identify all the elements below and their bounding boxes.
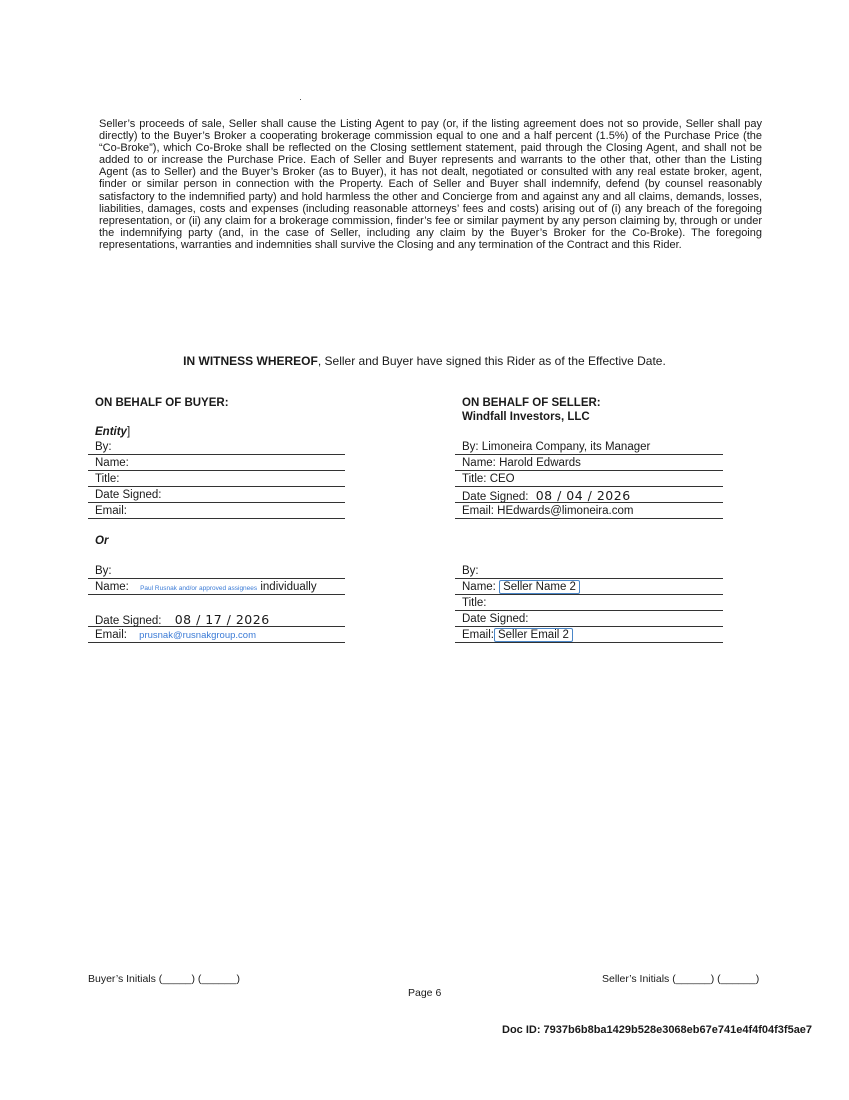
entity-label: Entity bbox=[95, 426, 127, 438]
buyer-email-line[interactable]: Email: bbox=[88, 504, 345, 519]
seller-name2-field[interactable]: Seller Name 2 bbox=[499, 580, 580, 594]
buyer-by-line[interactable]: By: bbox=[88, 440, 345, 455]
seller-title2-line[interactable]: Title: bbox=[455, 596, 723, 611]
body-paragraph: Seller’s proceeds of sale, Seller shall cause the Listing Agent to pay (or, if the listing agreement does not so provide, Seller shall pay directly) to the Buyer’s Broker a cooperating brokerage commission equal to one and a half percent (1.5%) of the Purchase Price (the “Co-Broke”), which Co-Broke shall be reflected on the Closing settlement statement, paid through the Closing Agent, and shall not be added to or increase the Purchase Price. Each of Seller and Buyer represents and warrants to the other that, other than the Listing Agent (as to Seller) and the Buyer’s Broker (as to Buyer), it has not dealt, negotiated or consulted with any real estate broker, agent, finder or similar person in connection with the Property. Each of Seller and Buyer shall indemnify, defend (by counsel reasonably satisfactory to the indemnified party) and hold harmless the other and Concierge from and against any and all claims, demands, losses, liabilities, damages, costs and expenses (including reasonable attorneys’ fees and costs) arising out of (i) any breach of the foregoing representation, or (ii) any claim for a brokerage commission, finder’s fee or similar payment by any person claiming by, through or under the indemnifying party (and, in the case of Seller, including any claim by the Buyer’s Broker for the Co-Broke). The foregoing representations, warranties and indemnities shall survive the Closing and any termination of the Contract and this Rider. bbox=[99, 118, 762, 251]
buyer-name-line[interactable]: Name: bbox=[88, 456, 345, 471]
or-label: Or bbox=[95, 535, 109, 547]
buyer-initials[interactable]: Buyer’s Initials (_____) (______) bbox=[88, 973, 240, 985]
buyer-date2-value: 08 / 17 / 2026 bbox=[174, 612, 270, 627]
doc-id: Doc ID: 7937b6b8ba1429b528e3068eb67e741e4f4f04f3f5ae7 bbox=[502, 1024, 813, 1036]
seller-name2-label: Name: bbox=[462, 581, 496, 593]
seller-header: ON BEHALF OF SELLER: bbox=[462, 397, 601, 409]
seller-email2-line[interactable] bbox=[455, 628, 723, 643]
buyer-email2-line[interactable] bbox=[88, 628, 345, 643]
seller-by-line[interactable]: By: Limoneira Company, its Manager bbox=[455, 440, 723, 455]
buyer-email2-label: Email: bbox=[95, 629, 127, 641]
buyer-name2-suffix: individually bbox=[260, 581, 317, 593]
entity-bracket: ] bbox=[126, 426, 131, 438]
buyer-date-line[interactable]: Date Signed: bbox=[88, 488, 345, 503]
seller-date-line[interactable] bbox=[455, 488, 723, 503]
buyer-header: ON BEHALF OF BUYER: bbox=[95, 397, 229, 409]
page-number: Page 6 bbox=[408, 987, 442, 999]
buyer-date2-label: Date Signed: bbox=[95, 615, 162, 627]
buyer-email2-value: prusnak@rusnakgroup.com bbox=[139, 630, 256, 641]
witness-rest: , Seller and Buyer have signed this Rider as of the Effective Date. bbox=[317, 354, 666, 368]
seller-by2-line[interactable]: By: bbox=[455, 564, 723, 579]
seller-name2-line[interactable] bbox=[455, 580, 723, 595]
seller-email2-label: Email: bbox=[462, 629, 494, 641]
seller-title-line[interactable]: Title: CEO bbox=[455, 472, 723, 487]
seller-email2-field[interactable]: Seller Email 2 bbox=[494, 628, 573, 642]
buyer-date2-line[interactable] bbox=[88, 612, 345, 627]
buyer-name2-label: Name: bbox=[95, 581, 129, 593]
buyer-name2-line[interactable] bbox=[88, 580, 345, 595]
buyer-name2-value: Paul Rusnak and/or approved assignees bbox=[140, 585, 258, 592]
stray-mark bbox=[300, 99, 301, 100]
seller-date2-line[interactable]: Date Signed: bbox=[455, 612, 723, 627]
witness-statement bbox=[0, 354, 849, 368]
seller-date-label: Date Signed: bbox=[462, 491, 529, 503]
buyer-entity bbox=[95, 426, 130, 438]
witness-bold: IN WITNESS WHEREOF bbox=[183, 354, 318, 368]
seller-company: Windfall Investors, LLC bbox=[462, 411, 590, 423]
seller-email-line[interactable]: Email: HEdwards@limoneira.com bbox=[455, 504, 723, 519]
buyer-title-line[interactable]: Title: bbox=[88, 472, 345, 487]
buyer-by2-line[interactable]: By: bbox=[88, 564, 345, 579]
seller-initials[interactable]: Seller’s Initials (______) (______) bbox=[602, 973, 760, 985]
seller-name-line[interactable]: Name: Harold Edwards bbox=[455, 456, 723, 471]
seller-date-value: 08 / 04 / 2026 bbox=[535, 488, 631, 503]
